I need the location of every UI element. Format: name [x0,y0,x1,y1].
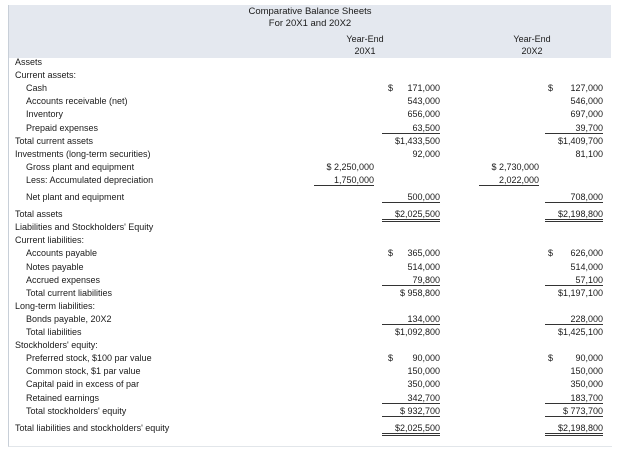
value-20x2: $2,198,800 [545,423,603,436]
row-label: Current liabilities: [15,235,85,246]
row-label: Total current assets [15,135,94,146]
value-20x2: $1,425,100 [557,327,603,337]
value-20x1: 656,000 [407,109,440,120]
row-label: Capital paid in excess of par [26,379,140,390]
row-label: Gross plant and equipment [26,161,135,172]
value-20x1: $ 958,800 [399,287,440,298]
statement-title: Comparative Balance Sheets [248,6,372,17]
row-label: Total current liabilities [26,287,113,298]
value-20x2: $2,198,800 [545,209,603,222]
value-20x2: $ 773,700 [545,406,603,417]
value-20x1: 134,000 [382,314,440,325]
row-label: Total liabilities [26,327,82,337]
value-20x2: 514,000 [570,261,603,272]
col-20x2-header-line1: Year-End [513,34,551,44]
row-label: Cash [26,83,48,94]
value-20x1: 514,000 [407,261,440,272]
row-label: Preferred stock, $100 par value [26,353,152,364]
row-label: Accounts receivable (net) [26,96,128,107]
row-label: Long-term liabilities: [15,300,96,311]
value-20x1: $1,433,500 [394,135,440,146]
row-label: Retained earnings [26,392,100,403]
row-label: Accounts payable [26,248,98,259]
row-label: Total stockholders' equity [26,405,127,416]
value-20x1: $ 932,700 [382,406,440,417]
dollar-sign-20x2: $ [548,353,554,364]
subvalue-20x1: $ 2,250,000 [326,161,374,172]
statement-subtitle: For 20X1 and 20X2 [268,18,352,29]
value-20x2: 150,000 [570,366,603,377]
value-20x1: 150,000 [407,366,440,377]
col-20x2-header-line2: 20X2 [521,46,543,56]
dollar-sign-20x1: $ [388,83,394,94]
row-label: Assets [15,57,43,67]
value-20x2: 350,000 [570,379,603,390]
value-20x1: $2,025,500 [382,423,440,436]
value-20x2: 127,000 [570,83,603,94]
value-20x1: 543,000 [407,96,440,107]
value-20x2: 57,100 [545,275,603,286]
value-20x2: 708,000 [545,192,603,203]
value-20x2: $1,197,100 [557,287,603,298]
row-label: Common stock, $1 par value [26,366,141,377]
col-20x2-header [497,33,567,57]
row-label: Bonds payable, 20X2 [26,313,112,324]
subvalue-20x2: $ 2,730,000 [491,161,539,172]
row-label: Notes payable [26,261,84,272]
dollar-sign-20x2: $ [548,248,554,259]
row-label: Total assets [15,209,63,220]
value-20x1: 500,000 [382,192,440,203]
row-label: Net plant and equipment [26,192,125,202]
col-20x1-header-line2: 20X1 [354,46,376,56]
subvalue-20x2: 2,022,000 [479,175,539,186]
row-label: Inventory [26,109,64,120]
value-20x2: 81,100 [575,148,603,159]
value-20x2: 228,000 [545,314,603,325]
dollar-sign-20x1: $ [388,353,394,364]
col-20x1-header [330,33,400,57]
value-20x1: $2,025,500 [382,209,440,222]
dollar-sign-20x1: $ [388,248,394,259]
row-label: Investments (long-term securities) [15,148,151,159]
row-label: Liabilities and Stockholders' Equity [15,222,154,233]
value-20x1: 92,000 [412,148,440,159]
value-20x2: 183,700 [545,393,603,404]
value-20x2: 626,000 [570,248,603,259]
dollar-sign-20x2: $ [548,83,554,94]
row-label: Current assets: [15,70,77,81]
value-20x1: $1,092,800 [394,327,440,337]
value-20x2: 546,000 [570,96,603,107]
value-20x1: 171,000 [407,83,440,94]
value-20x2: 90,000 [575,353,603,364]
value-20x1: 342,700 [382,393,440,404]
value-20x1: 63,500 [382,123,440,134]
value-20x1: 90,000 [412,353,440,364]
row-label: Stockholders' equity: [15,340,98,351]
value-20x1: 365,000 [407,248,440,259]
value-20x1: 79,800 [382,275,440,286]
value-20x2: $1,409,700 [557,135,603,146]
row-label: Total liabilities and stockholders' equity [15,422,170,433]
row-label: Less: Accumulated depreciation [26,174,154,185]
value-20x2: 39,700 [545,123,603,134]
row-label: Prepaid expenses [26,122,99,133]
value-20x2: 697,000 [570,109,603,120]
col-20x1-header-line1: Year-End [346,34,384,44]
value-20x1: 350,000 [407,379,440,390]
subvalue-20x1: 1,750,000 [314,175,374,186]
row-label: Accrued expenses [26,274,101,285]
